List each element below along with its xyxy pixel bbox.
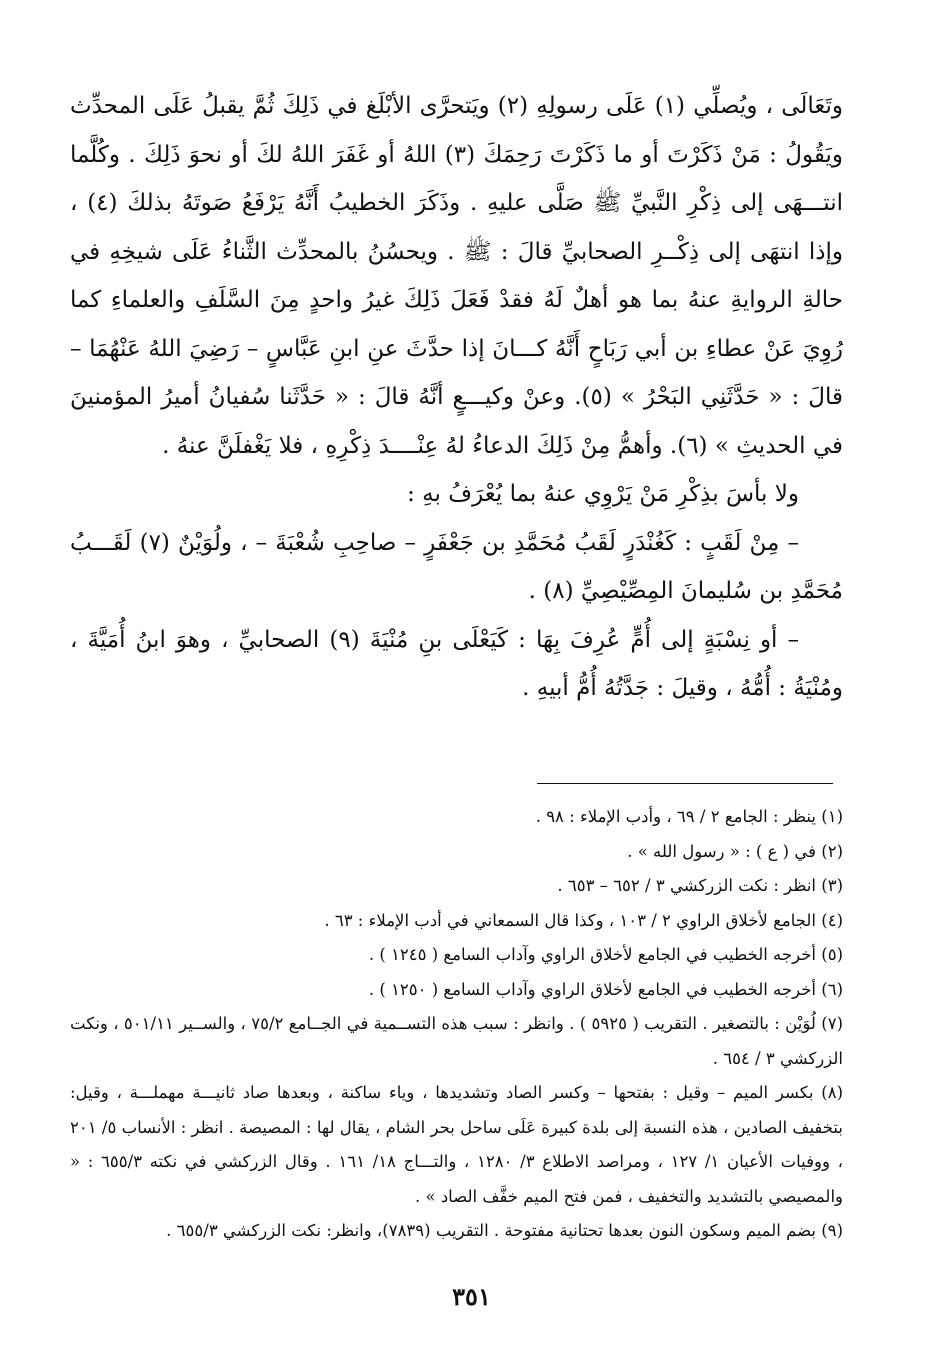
main-text: [70, 82, 843, 713]
footnote-5: (٥) أخرجه الخطيب في الجامع لأخلاق الراوي وآداب السامع ( ١٢٤٥ ) .: [368, 945, 843, 964]
footnote-4: (٤) الجامع لأخلاق الراوي ٢ / ١٠٣ ، وكذا قال السمعاني في أدب الإملاء : ٦٣ .: [324, 910, 843, 930]
footnote-2: (٢) في ( ع ) : « رسول الله » .: [627, 841, 843, 861]
footnote-7: (٧) لُوَيْن : بالتصغير . التقريب ( ٥٩٢٥ ) . وانظر : سبب هذه التســمية في الجــامع ٧٥/٢ ، والســير ٥٠١/١١ ، ونكت الزركشي ٣ / ٦٥٤ .: [70, 1014, 843, 1068]
footnote-3: (٣) انظر : نكت الزركشي ٣ / ٦٥٢ – ٦٥٣ .: [557, 876, 843, 895]
footnotes: [70, 800, 843, 1249]
paragraph-2: ولا بأسَ بذِكْرِ مَنْ يَرْوِي عنهُ بما يُعْرَفُ بهِ :: [407, 481, 799, 507]
footnote-separator: [537, 783, 833, 784]
footnote-6: (٦) أخرجه الخطيب في الجامع لأخلاق الراوي وآداب السامع ( ١٢٥٠ ) .: [368, 979, 843, 999]
paragraph-1: وتَعَالَى ، ويُصلِّي (١) عَلَى رسولِهِ (٢) ويَتحرَّى الأبْلَغ في ذَلِكَ ثُمَّ يقبلُ عَلَى المحدِّث ويَقُولُ : مَنْ ذَكَرْتَ أو ما ذَكَرْتَ رَحِمَكَ (٣) اللهُ أو غَفَرَ اللهُ لكَ أو نحوَ ذَلِكَ . وكُلَّما انتـــهَى إلى ذِكْرِ النَّبيِّ ﷺ صَلَّى عليهِ . وذَكَرَ الخطيبُ أَنَّهُ يَرْفَعُ صَوتَهُ بذلكَ (٤) ، وإذا انتهَى إلى ذِكْــرِ الصحابيِّ قالَ : ﷺ . ويحسُنُ بالمحدِّث الثَّناءُ عَلَى شيخِهِ في حالةِ الروايةِ عنهُ بما هو أهلٌ لَهُ فقدْ فَعَلَ ذَلِكَ غيرُ واحدٍ مِنَ السَّلَفِ والعلماءِ كما رُوِيَ عَنْ عطاءِ بن أبي رَبَاحٍ أَنَّهُ كـــانَ إذا حدَّثَ عنِ ابنِ عَبَّاسٍ – رَضِيَ اللهُ عَنْهُمَا – قالَ : « حَدَّثَنِي البَحْرُ » (٥). وعنْ وكيـــعٍ أنَّهُ قالَ : « حَدَّثَنا سُفيانُ أميرُ المؤمنينَ في الحديثِ » (٦). وأهمُّ مِنْ ذَلِكَ الدعاءُ لهُ عِنْــــدَ ذِكْرِهِ ، فلا يَغْفلَنَّ عنهُ .: [70, 93, 843, 459]
footnote-9: (٩) بضم الميم وسكون النون بعدها تحتانية مفتوحة . التقريب (٧٨٣٩)، وانظر: نكت الزركشي ٦٥٥/٣ .: [166, 1221, 843, 1240]
page-number: ٣٥١: [452, 1282, 491, 1311]
footnote-8: (٨) بكسر الميم – وقيل : بفتحها – وكسر الصاد وتشديدها ، وياء ساكنة ، وبعدها صاد ثانيـــة مهملـــة ، وقيل: بتخفيف الصادين ، هذه النسبة إلى بلدة كبيرة عَلَى ساحل بحر الشام ، يقال لها : المصيصة . انظر : الأنساب ٥/ ٢٠١ ، ووفيات الأعيان ١/ ١٢٧ ، ومراصد الاطلاع ٣/ ١٢٨٠ ، والتـــاج ١٨/ ١٦١ . وقال الزركشي في نكته ٦٥٥/٣ : « والمصيصي بالتشديد والتخفيف ، فمن فتح الميم خفَّف الصاد » .: [70, 1083, 843, 1206]
paragraph-4: – أو نِسْبَةٍ إلى أُمٍّ عُرِفَ بِهَا : كَيَعْلَى بنِ مُنْيَةَ (٩) الصحابيِّ ، وهوَ ابنُ أُمَيَّةَ ، ومُنْيَةُ : أُمُّهُ ، وقيلَ : جَدَّتُهُ أُمُّ أبيهِ .: [70, 626, 843, 701]
paragraph-3: – مِنْ لَقَبٍ : كَغُنْدَرٍ لَقَبُ مُحَمَّدِ بن جَعْفَرٍ – صاحِبِ شُعْبَةَ – ، ولُوَيْنٌ (٧) لَقَـــبُ مُحَمَّدِ بن سُليمانَ المِصِّيْصِيِّ (٨) .: [70, 529, 843, 604]
footnote-1: (١) ينظر : الجامع ٢ / ٦٩ ، وأدب الإملاء : ٩٨ .: [535, 807, 843, 826]
